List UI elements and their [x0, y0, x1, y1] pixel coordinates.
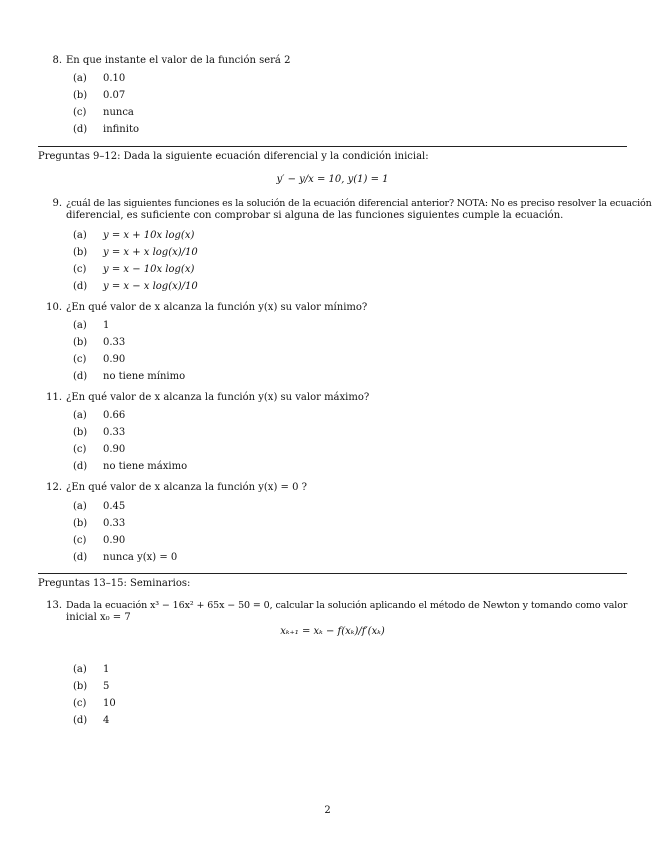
option-label: (c) [73, 107, 87, 118]
option-label: (d) [73, 461, 88, 472]
option-text: nunca y(x) = 0 [103, 552, 178, 563]
option-label: (a) [73, 73, 87, 84]
option-text: 0.45 [103, 501, 126, 512]
option-label: (d) [73, 552, 88, 563]
option-text: 1 [103, 320, 110, 331]
option-text: no tiene máximo [103, 461, 188, 472]
question-number: 8. [52, 55, 62, 66]
option-text: 0.10 [103, 73, 126, 84]
option-label: (d) [73, 281, 88, 292]
option-text: 0.33 [103, 518, 126, 529]
option-text: y = x − x log(x)/10 [103, 281, 198, 292]
option-label: (c) [73, 354, 87, 365]
question-text-line-2: diferencial, es suficiente con comprobar si alguna de las funciones siguientes cumple la ecuación. [66, 210, 564, 221]
option-text: 0.90 [103, 354, 126, 365]
option-text: y = x − 10x log(x) [103, 264, 195, 275]
option-text: 0.33 [103, 427, 126, 438]
option-label: (b) [73, 247, 88, 258]
option-label: (c) [73, 264, 87, 275]
question-number: 9. [52, 198, 62, 209]
section-heading: Preguntas 13–15: Seminarios: [38, 578, 191, 589]
page-number: 2 [324, 805, 331, 816]
option-text: y = x + x log(x)/10 [103, 247, 198, 258]
option-text: 0.33 [103, 337, 126, 348]
section-divider [38, 146, 627, 147]
question-number: 10. [46, 302, 62, 313]
option-text: 0.90 [103, 535, 126, 546]
option-label: (b) [73, 90, 88, 101]
option-label: (d) [73, 124, 88, 135]
option-label: (d) [73, 371, 88, 382]
question-text: ¿En qué valor de x alcanza la función y(x) = 0 ? [66, 482, 307, 493]
option-text: 4 [103, 715, 110, 726]
option-label: (a) [73, 664, 87, 675]
question-text-line-1: ¿cuál de las siguientes funciones es la solución de la ecuación diferencial anterior? NOTA: No es preciso resolver la ecuación [66, 198, 652, 209]
question-number: 11. [46, 392, 62, 403]
option-text: y = x + 10x log(x) [103, 230, 195, 241]
option-label: (c) [73, 444, 87, 455]
question-text: ¿En qué valor de x alcanza la función y(x) su valor mínimo? [66, 302, 368, 313]
question-number: 13. [46, 600, 62, 611]
option-label: (c) [73, 535, 87, 546]
option-text: 0.66 [103, 410, 126, 421]
option-label: (b) [73, 337, 88, 348]
option-text: 1 [103, 664, 110, 675]
question-text-line-1: Dada la ecuación x³ − 16x² + 65x − 50 = 0, calcular la solución aplicando el método de Newton y tomando como valor [66, 600, 628, 611]
question-number: 12. [46, 482, 62, 493]
option-text: 5 [103, 681, 110, 692]
question-text: En que instante el valor de la función será 2 [66, 55, 291, 66]
option-text: nunca [103, 107, 134, 118]
option-label: (c) [73, 698, 87, 709]
question-text-line-2: inicial x₀ = 7 [66, 612, 131, 623]
option-label: (a) [73, 230, 87, 241]
option-label: (b) [73, 681, 88, 692]
option-label: (b) [73, 518, 88, 529]
option-text: infinito [103, 124, 139, 135]
option-label: (a) [73, 501, 87, 512]
option-text: no tiene mínimo [103, 371, 186, 382]
option-text: 0.07 [103, 90, 126, 101]
option-text: 0.90 [103, 444, 126, 455]
option-label: (b) [73, 427, 88, 438]
option-text: 10 [103, 698, 116, 709]
option-label: (d) [73, 715, 88, 726]
differential-equation: y′ − y/x = 10, y(1) = 1 [276, 174, 389, 185]
question-text: ¿En qué valor de x alcanza la función y(x) su valor máximo? [66, 392, 370, 403]
section-divider [38, 573, 627, 574]
option-label: (a) [73, 410, 87, 421]
section-heading: Preguntas 9–12: Dada la siguiente ecuación diferencial y la condición inicial: [38, 151, 429, 162]
option-label: (a) [73, 320, 87, 331]
newton-formula: xₖ₊₁ = xₖ − f(xₖ)/f′(xₖ) [280, 626, 385, 637]
